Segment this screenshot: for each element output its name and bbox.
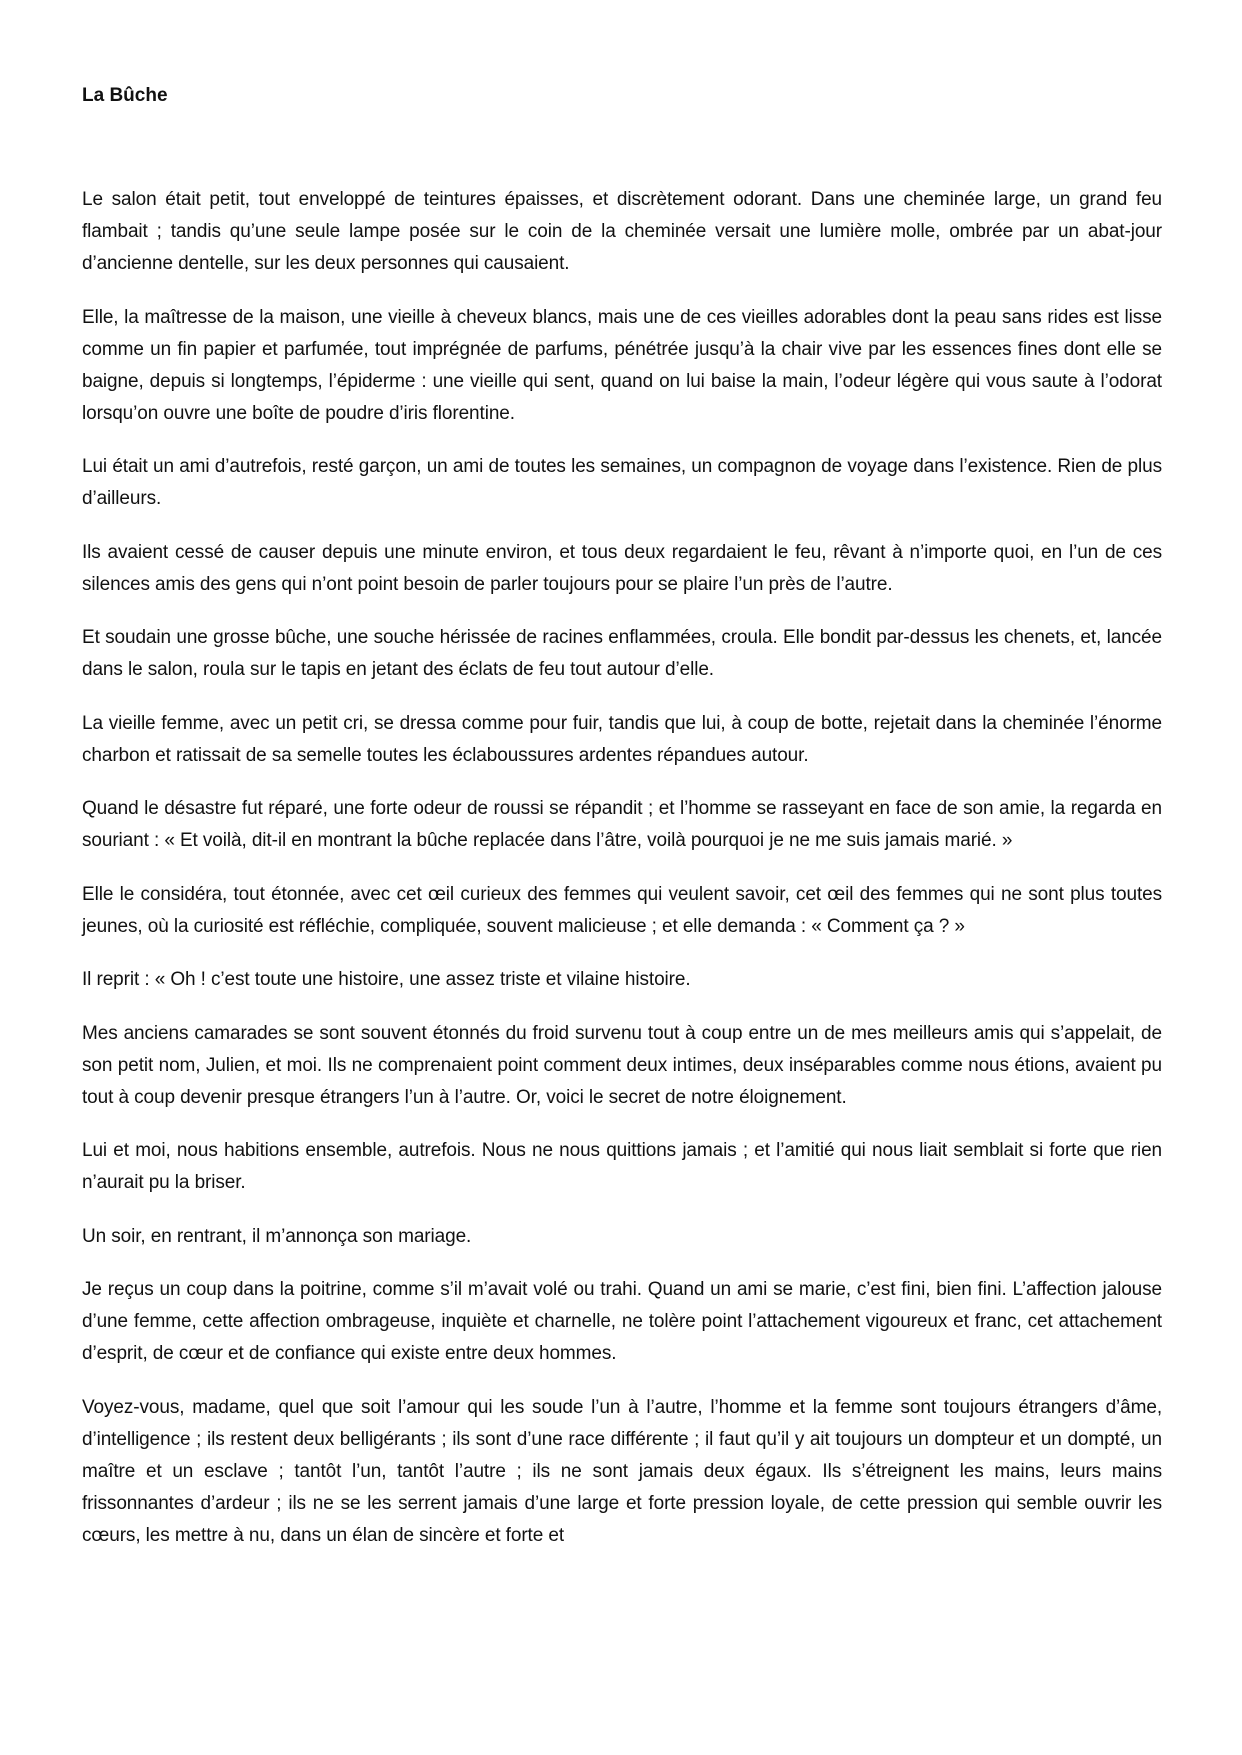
paragraph-13: Je reçus un coup dans la poitrine, comme s’il m’avait volé ou trahi. Quand un ami se marie, c’est fini, bien fini. L’affection jalouse d’une femme, cette affection ombrageuse, inquiète et charnelle, ne tolère point l’attachement vigoureux et franc, cet attachement d’esprit, de cœur et de confiance qui existe entre deux hommes. [82,1279,1162,1364]
paragraph-5: Et soudain une grosse bûche, une souche hérissée de racines enflammées, croula. Elle bondit par-dessus les chenets, et, lancée dans le salon, roula sur le tapis en jetant des éclats de feu tout autour d’elle. [82,627,1162,680]
paragraph-1: Le salon était petit, tout enveloppé de teintures épaisses, et discrètement odorant. Dans une cheminée large, un grand feu flambait ; tandis qu’une seule lampe posée sur le coin de la cheminée versait une lumière molle, ombrée par un abat-jour d’ancienne dentelle, sur les deux personnes qui causaient. [82,189,1162,274]
document-title: La Bûche [82,85,168,106]
document-body [82,184,1162,1573]
paragraph-3: Lui était un ami d’autrefois, resté garçon, un ami de toutes les semaines, un compagnon de voyage dans l’existence. Rien de plus d’ailleurs. [82,456,1162,509]
paragraph-14: Voyez-vous, madame, quel que soit l’amour qui les soude l’un à l’autre, l’homme et la femme sont toujours étrangers d’âme, d’intelligence ; ils restent deux belligérants ; ils sont d’une race différente ; il faut qu’il y ait toujours un dompteur et un dompté, un maître et un esclave ; tantôt l’un, tantôt l’autre ; ils ne sont jamais deux égaux. Ils s’étreignent les mains, leurs mains frissonnantes d’ardeur ; ils ne se les serrent jamais d’une large et forte pression loyale, de cette pression qui semble ouvrir les cœurs, les mettre à nu, dans un élan de sincère et forte et [82,1396,1162,1546]
paragraph-2: Elle, la maîtresse de la maison, une vieille à cheveux blancs, mais une de ces vieilles adorables dont la peau sans rides est lisse comme un fin papier et parfumée, tout imprégnée de parfums, pénétrée jusqu’à la chair vive par les essences fines dont elle se baigne, depuis si longtemps, l’épiderme : une vieille qui sent, quand on lui baise la main, l’odeur légère qui vous saute à l’odorat lorsqu’on ouvre une boîte de poudre d’iris florentine. [82,306,1162,424]
paragraph-12: Un soir, en rentrant, il m’annonça son mariage. [82,1225,472,1247]
paragraph-4: Ils avaient cessé de causer depuis une minute environ, et tous deux regardaient le feu, rêvant à n’importe quoi, en l’un de ces silences amis des gens qui n’ont point besoin de parler toujours pour se plaire l’un près de l’autre. [82,541,1162,595]
paragraph-9: Il reprit : « Oh ! c’est toute une histoire, une assez triste et vilaine histoire. [82,969,691,990]
paragraph-8: Elle le considéra, tout étonnée, avec cet œil curieux des femmes qui veulent savoir, cet œil des femmes qui ne sont plus toutes jeunes, où la curiosité est réfléchie, compliquée, souvent malicieuse ; et elle demanda : « Comment ça ? » [82,883,1162,937]
paragraph-11: Lui et moi, nous habitions ensemble, autrefois. Nous ne nous quittions jamais ; et l’amitié qui nous liait semblait si forte que rien n’aurait pu la briser. [82,1140,1162,1193]
paragraph-7: Quand le désastre fut réparé, une forte odeur de roussi se répandit ; et l’homme se rasseyant en face de son amie, la regarda en souriant : « Et voilà, dit-il en montrant la bûche replacée dans l’âtre, voilà pourquoi je ne me suis jamais marié. » [82,798,1162,851]
paragraph-10: Mes anciens camarades se sont souvent étonnés du froid survenu tout à coup entre un de mes meilleurs amis qui s’appelait, de son petit nom, Julien, et moi. Ils ne comprenaient point comment deux intimes, deux inséparables comme nous étions, avaient pu tout à coup devenir presque étrangers l’un à l’autre. Or, voici le secret de notre éloignement. [82,1022,1162,1108]
paragraph-6: La vieille femme, avec un petit cri, se dressa comme pour fuir, tandis que lui, à coup de botte, rejetait dans la cheminée l’énorme charbon et ratissait de sa semelle toutes les éclaboussures ardentes répandues autour. [82,712,1162,766]
